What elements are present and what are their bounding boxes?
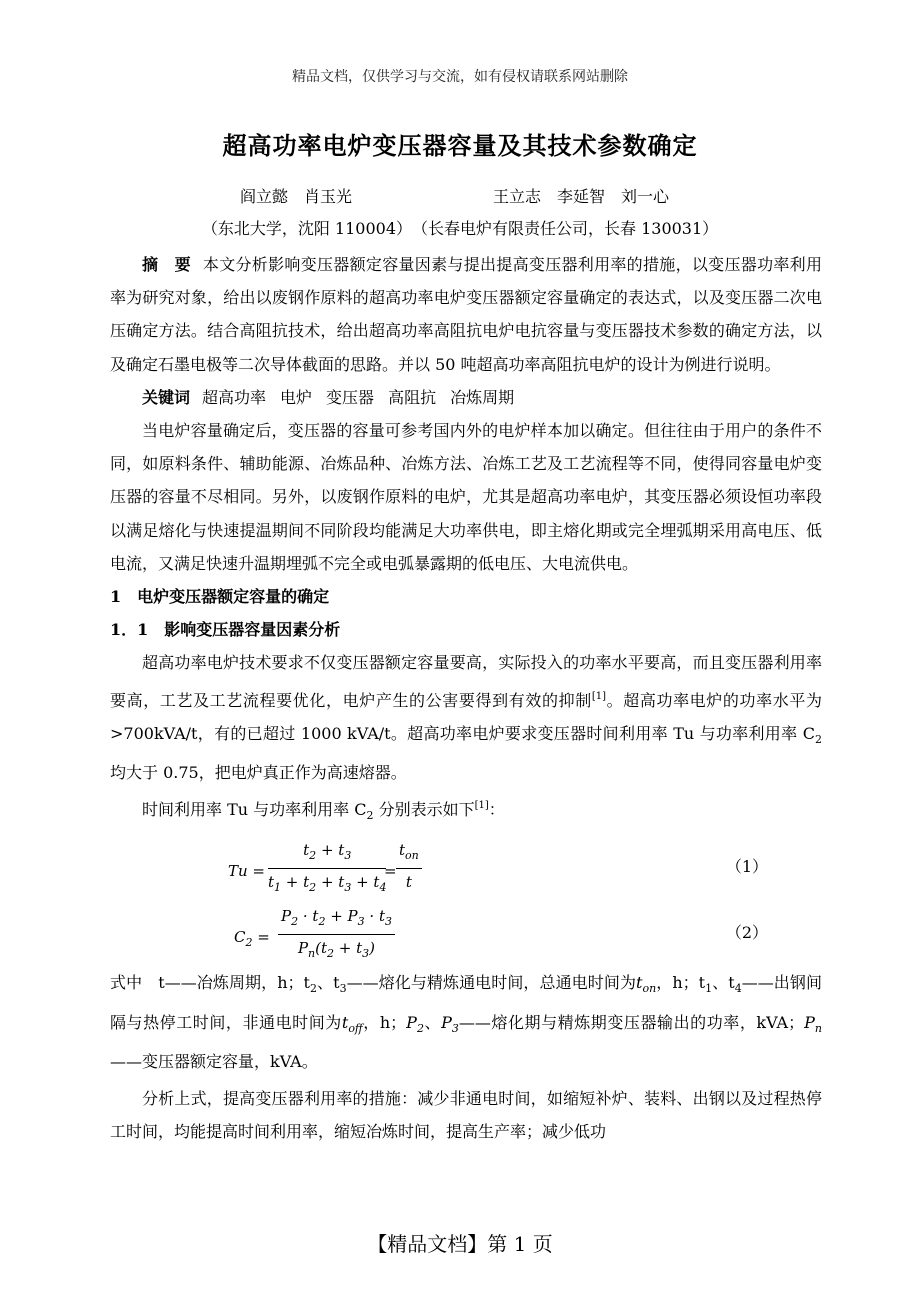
intro-paragraph: 当电炉容量确定后，变压器的容量可参考国内外的电炉样本加以确定。但往往由于用户的条件不同，如原料条件、辅助能源、冶炼品种、冶炼方法、冶炼工艺及工艺流程等不同，使得同容量电炉变压器的容量不尽相同。另外，以废钢作原料的电炉，尤其是超高功率电炉，其变压器必须设恒功率段以满足熔化与快速提温期间不同阶段均能满足大功率供电，即主熔化期或完全埋弧期采用高电压、低电流，又满足快速升温期埋弧不完全或电弧暴露期的低电压、大电流供电。	[110, 421, 822, 573]
citation: [1]	[591, 690, 606, 702]
abstract	[110, 248, 822, 381]
paragraph: 分析上式，提高变压器利用率的措施：减少非通电时间，如缩短补炉、装料、出钢以及过程热停工时间，均能提高时间利用率，缩短冶炼时间，提高生产率；减少低功	[110, 1089, 822, 1142]
affiliation: （东北大学，沈阳 110004） （长春电炉有限责任公司，长春 130031）	[201, 219, 719, 238]
abstract-text: 本文分析影响变压器额定容量因素与提出提高变压器利用率的措施，以变压器功率利用率为研究对象，给出以废钢作原料的超高功率电炉变压器额定容量确定的表达式，以及变压器二次电压确定方法。结合高阻抗技术，给出超高功率高阻抗电炉电抗容量与变压器技术参数的确定方法，以及确定石墨电极等二次导体截面的思路。并以 50 吨超高功率高阻抗电炉的设计为例进行说明。	[110, 255, 822, 374]
equation-2	[110, 902, 822, 966]
page-header: 精品文档，仅供学习与交流，如有侵权请联系网站删除	[292, 69, 628, 85]
variable-definitions: 式中 t——冶炼周期，h；$t_2$、$t_3——$熔化与精炼通电时间，总通电时间为$t_{on}$，h；$t_1$、$t_4——$出钢间隔与热停工时间，非通电时间为$t_{off}$，h；$P_2$、$P_3——$熔化期与精炼期变压器输出的功率，kVA；$P_n——$变压器额定容量，kVA。	[110, 973, 822, 1071]
author-group-2: 王立志 李延智 刘一心	[493, 187, 670, 206]
equation-lhs: $C_2$ =	[234, 928, 270, 950]
equation-number: （1）	[725, 857, 768, 877]
equation-fraction: $\frac{t_2 + t_3}{t_1 + t_2 + t_3 + t_4}$	[268, 838, 386, 901]
author-group-1: 阎立懿 肖玉光	[240, 187, 353, 206]
keywords	[110, 381, 822, 414]
paragraph: 超高功率电炉技术要求不仅变压器额定容量要高，实际投入的功率水平要高，而且变压器利用率要高，工艺及工艺流程要优化，电炉产生的公害要得到有效的抑制[1]。超高功率电炉的功率水平为>700kVA/t，有的已超过 1000 kVA/t。超高功率电炉要求变压器时间利用率 Tu 与功率利用率 $C_2$ 均大于 0.75，把电炉真正作为高速熔器。	[110, 653, 822, 783]
keywords-label: 关键词	[142, 387, 191, 407]
equation-1: Tu = $\frac{t_2 + t_3}{t_1 + t_2 + t_3 + t_4}$ = $t_{on}$ t （1）	[110, 836, 822, 900]
keyword: 高阻抗	[388, 387, 437, 407]
paper-title: 超高功率电炉变压器容量及其技术参数确定	[222, 131, 698, 160]
section-heading: 1 电炉变压器额定容量的确定	[110, 587, 330, 607]
keyword: 电炉	[280, 387, 313, 407]
equation-lhs: Tu =	[228, 862, 266, 881]
equation-fraction: $\frac{P_2 \cdot t_2 + P_3 \cdot t_3}{P_n(t_2 + t_3)}$	[278, 904, 395, 967]
paper-body	[110, 248, 822, 1148]
keyword: 变压器	[326, 387, 375, 407]
equation-fraction: $t_{on}$ t	[396, 838, 422, 895]
paragraph: 时间利用率 Tu 与功率利用率 $C_2$ 分别表示如下[1]：	[142, 800, 505, 823]
equation-number: （2）	[725, 923, 768, 943]
page-footer: 【精品文档】第 1 页	[367, 1232, 553, 1256]
abstract-label: 摘 要	[142, 255, 191, 274]
subsection-heading: 1．1 影响变压器容量因素分析	[110, 620, 341, 640]
keyword: 超高功率	[202, 387, 267, 407]
citation: [1]	[474, 800, 489, 812]
keyword: 冶炼周期	[450, 387, 515, 407]
